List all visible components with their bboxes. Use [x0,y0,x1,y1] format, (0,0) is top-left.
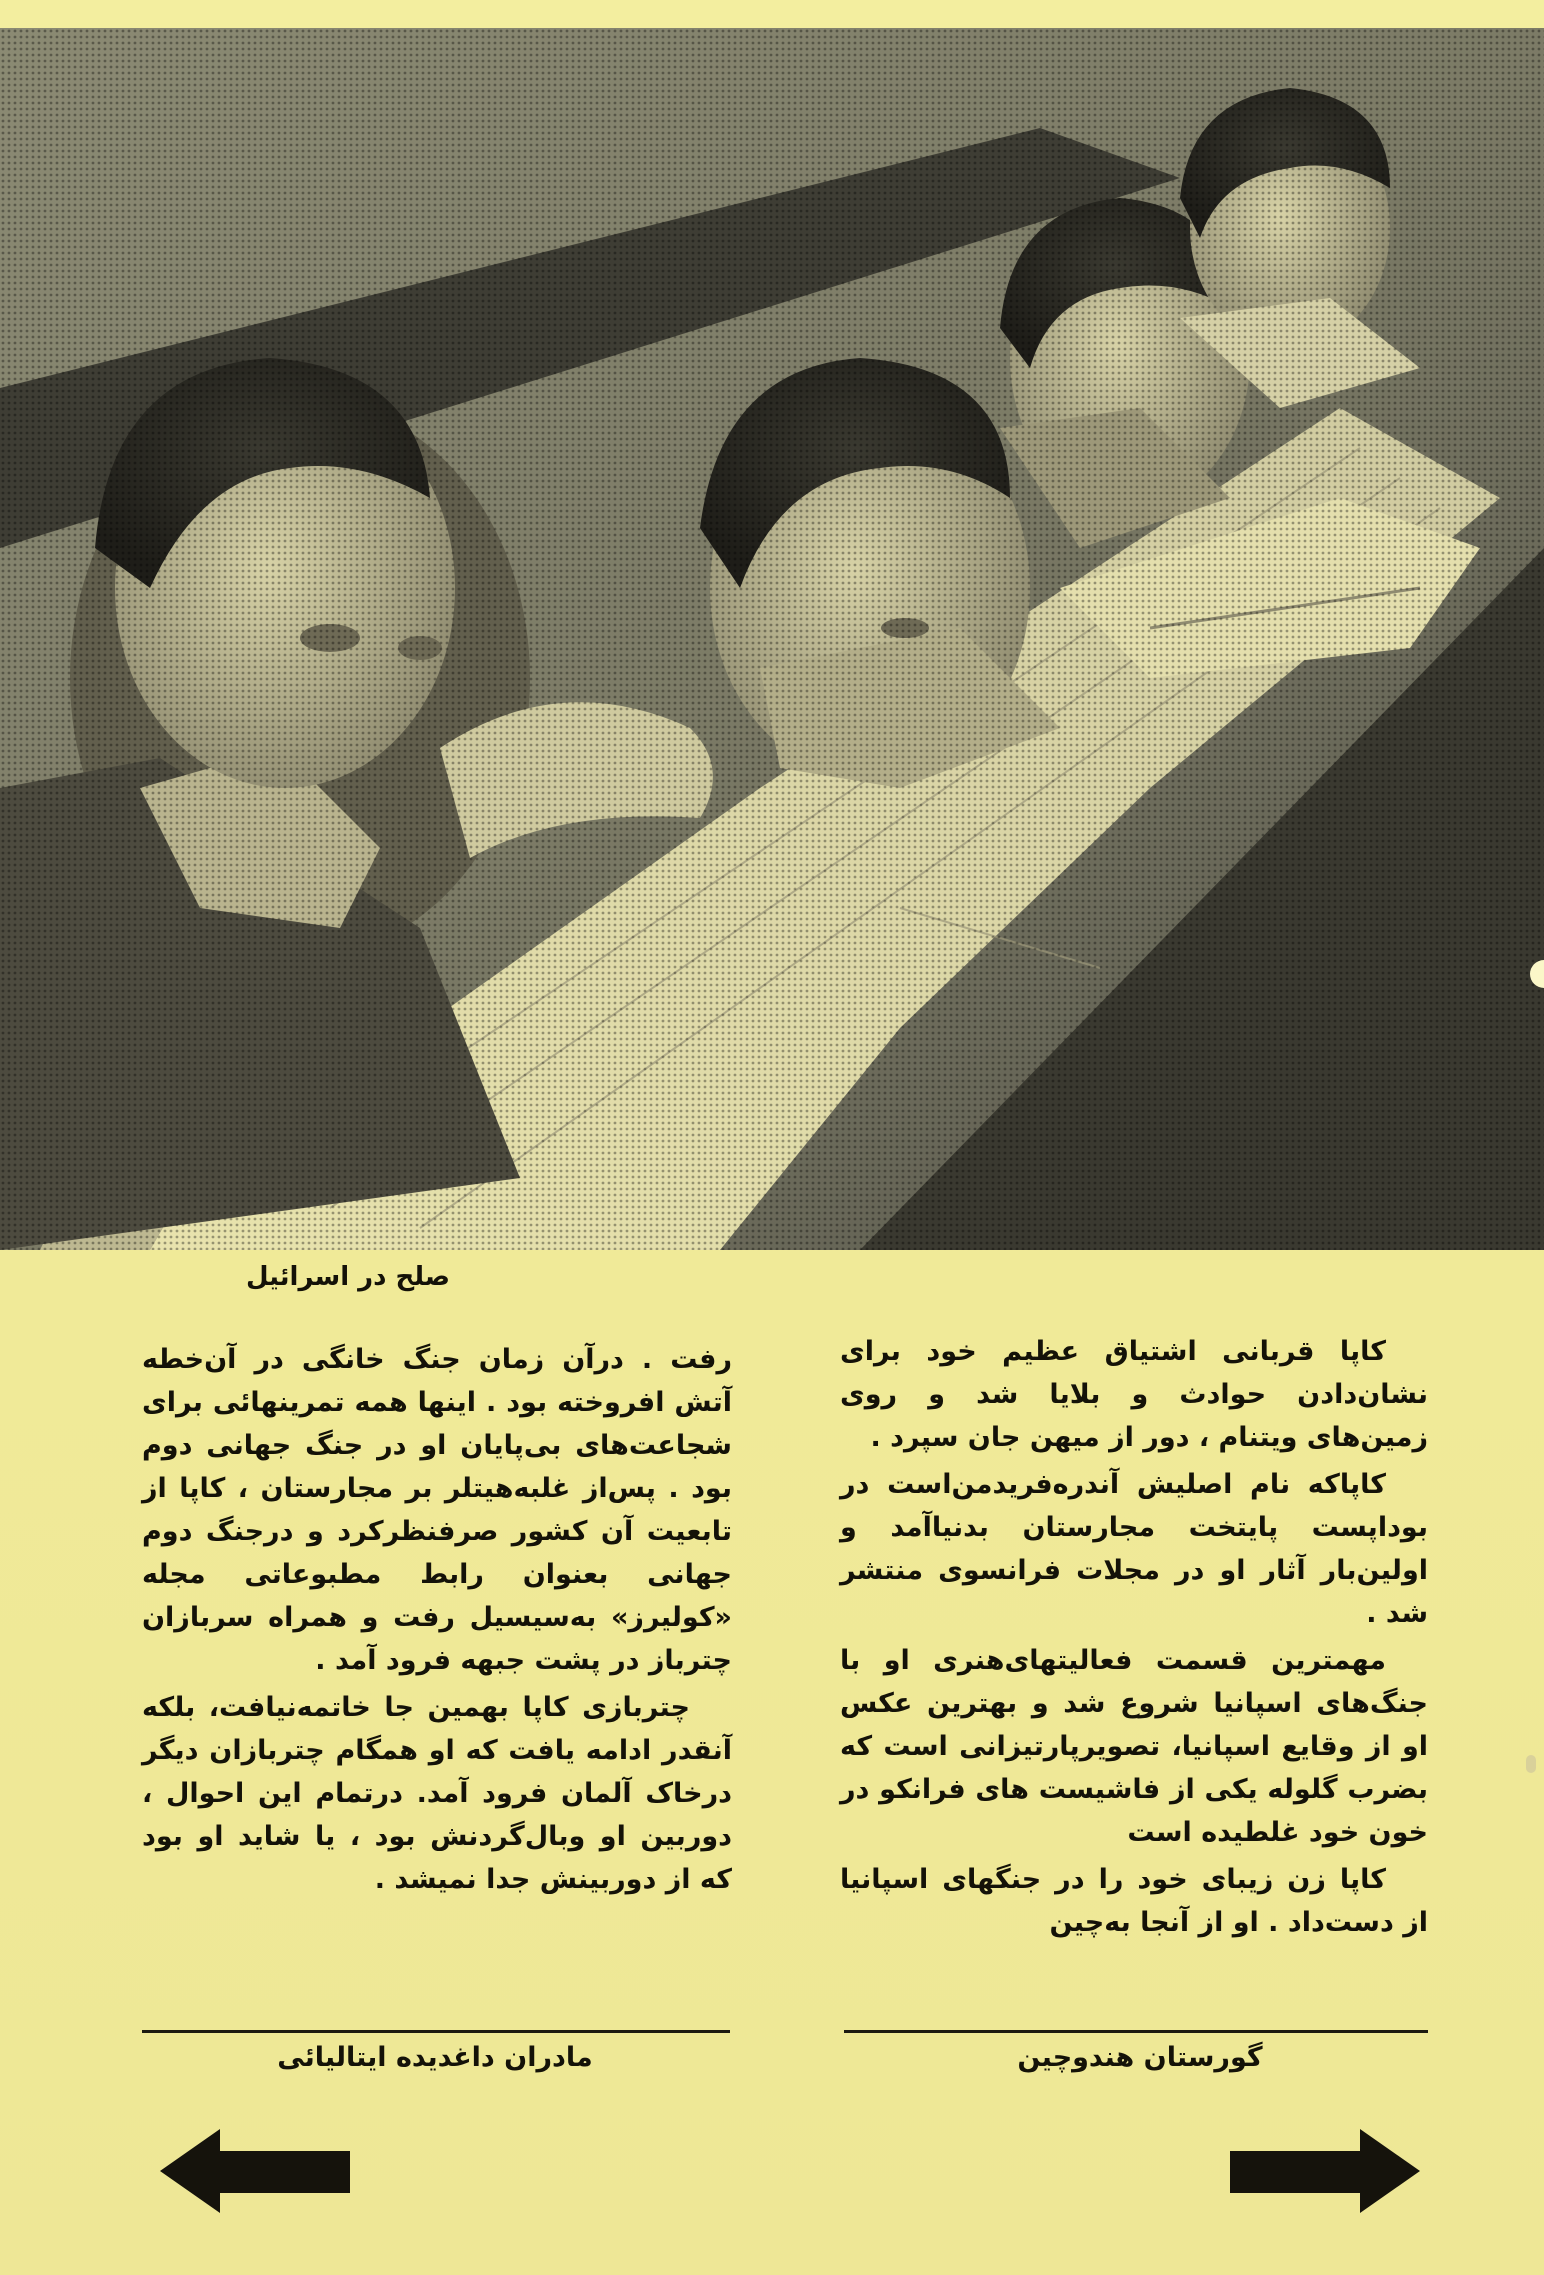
photo-boys-reading-icon [0,28,1544,1250]
paragraph: چتربازی کاپا بهمین جا خاتمه‌نیافت، بلکه آنقدر ادامه یافت که او همگام چتربازان دیگر درخاک آلمان فرود آمد. درتمام این احوال ، دوربین او وبال‌گردنش بود ، یا شاید او بود که از دوربینش جدا نمیشد . [142,1692,732,1895]
photo-caption: صلح در اسرائیل [245,1262,450,1292]
next-article-label-left[interactable]: مادران داغدیده ایتالیائی [277,2042,593,2073]
paragraph: رفت . درآن زمان جنگ خانگی در آن‌خطه آتش افروخته بود . اینها همه تمرینهائی برای شجاعت‌های بی‌پایان او در جنگ جهانی دوم بود . پس‌از غلبه‌هیتلر بر مجارستان ، کاپا از تابعیت آن کشور صرفنظرکرد و درجنگ دوم جهانی بعنوان رابط مطبوعاتی مجله «کولیرز» به‌سیسیل رفت و همراه سربازان چترباز در پشت جبهه فرود آمد . [142,1344,732,1676]
photo-boys-reading [0,28,1544,1250]
divider-right [844,2030,1428,2033]
paragraph: کاپاکه نام اصلیش آندره‌فریدمن‌است در بوداپست پایتخت مجارستان بدنیاآمد و اولین‌بار آثار او در مجلات فرانسوی منتشر شد . [840,1469,1428,1629]
next-article-label-right[interactable]: گورستان هندوچین [1017,2042,1263,2073]
page-edge-mark [1526,1755,1536,1773]
arrow-right-icon[interactable] [1220,2125,1420,2217]
divider-left [142,2030,730,2033]
paragraph: کاپا زن زیبای خود را در جنگهای اسپانیا از دست‌داد . او از آنجا به‌چین [840,1864,1428,1938]
arrow-left-icon[interactable] [160,2125,360,2217]
paragraph: کاپا قربانی اشتیاق عظیم خود برای نشان‌دادن حوادث و بلایا شد و روی زمین‌های ویتنام ، دور از میهن جان سپرد . [840,1336,1428,1453]
article-column-left [142,1338,732,2018]
paragraph: مهمترین قسمت فعالیتهای‌هنری او با جنگ‌های اسپانیا شروع شد و بهترین عکس او از وقایع اسپانیا، تصویرپارتیزانی است که بضرب گلوله یکی از فاشیست های فرانکو در خون خود غلطیده است [840,1645,1428,1848]
article-column-right [840,1330,1428,2020]
